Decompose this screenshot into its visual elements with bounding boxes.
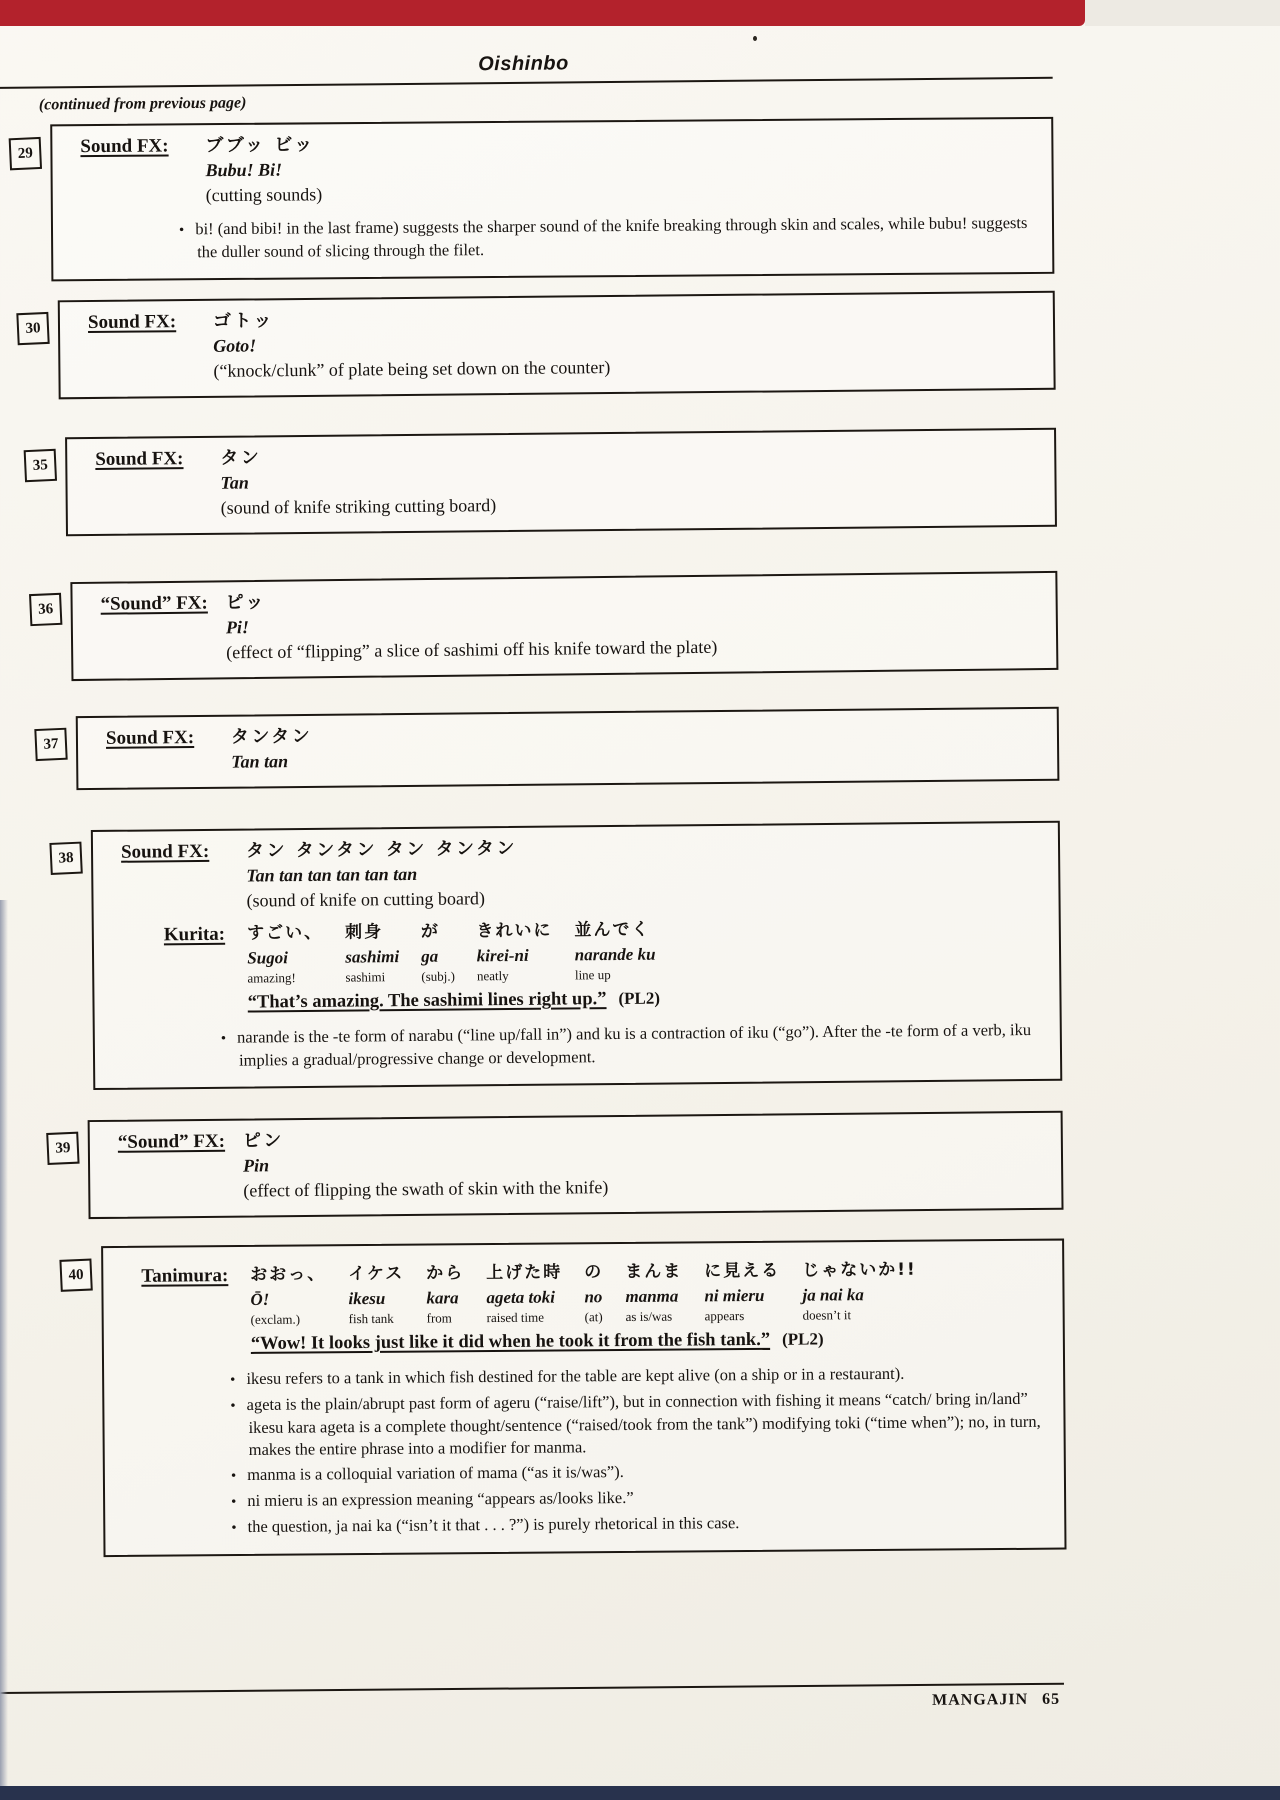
page-content bbox=[0, 20, 1280, 1559]
word-romaji: kara bbox=[426, 1288, 459, 1308]
word-gloss: doesn’t it bbox=[802, 1307, 852, 1323]
fx-japanese: ゴトッ bbox=[212, 310, 275, 332]
fx-row bbox=[121, 831, 1039, 915]
fx-content bbox=[205, 127, 1032, 208]
photo-left-edge bbox=[0, 900, 8, 1800]
panel-number-36 bbox=[29, 593, 62, 626]
fx-japanese: タンタン bbox=[230, 725, 313, 748]
note-item: • manma is a colloquial variation of mama (“as it is/was”). bbox=[231, 1458, 1044, 1487]
panel-number-29 bbox=[9, 137, 42, 170]
fx-romaji: Pin bbox=[242, 1155, 270, 1176]
entry-box bbox=[88, 1111, 1064, 1219]
word-japanese: 刺身 bbox=[344, 922, 384, 943]
fx-label: Sound FX: bbox=[80, 135, 169, 158]
panel-number-label: 37 bbox=[43, 735, 59, 753]
panel-number-label: 39 bbox=[55, 1139, 71, 1157]
word-japanese: から bbox=[426, 1263, 465, 1284]
word-romaji: no bbox=[584, 1287, 603, 1307]
panel-number-35 bbox=[24, 449, 57, 482]
red-edge-strip bbox=[0, 0, 1085, 26]
note-item: • ikesu refers to a tank in which fish destined for the table are kept alive (on a ship or in a restaurant). bbox=[230, 1362, 1043, 1391]
word-column bbox=[345, 920, 399, 986]
word-japanese: おおっ、 bbox=[250, 1264, 327, 1285]
translation-line bbox=[248, 982, 1040, 1017]
page-header bbox=[0, 22, 1053, 89]
fx-romaji: Tan tan tan tan tan tan bbox=[246, 863, 418, 886]
politeness-level: (PL2) bbox=[618, 988, 661, 1008]
word-romaji: ga bbox=[421, 946, 439, 966]
entry-35 bbox=[0, 426, 1279, 537]
panel-number-label: 38 bbox=[58, 849, 74, 867]
fx-description: (sound of knife striking cutting board) bbox=[220, 495, 497, 518]
word-japanese: まんま bbox=[625, 1261, 683, 1282]
word-romaji: manma bbox=[625, 1286, 679, 1306]
word-column bbox=[476, 919, 553, 985]
politeness-level: (PL2) bbox=[781, 1329, 824, 1349]
fx-japanese: ブブッ ビッ bbox=[205, 134, 315, 157]
entry-box bbox=[70, 571, 1058, 681]
word-japanese: イケス bbox=[348, 1263, 405, 1285]
word-japanese: の bbox=[584, 1262, 604, 1283]
continued-note: (continued from previous page) bbox=[38, 94, 247, 114]
word-romaji: Sugoi bbox=[247, 948, 289, 968]
word-romaji: ageta toki bbox=[486, 1287, 555, 1308]
word-column bbox=[250, 1262, 327, 1328]
fx-row bbox=[95, 438, 1035, 522]
notes-list bbox=[132, 1362, 1044, 1540]
word-japanese: きれいに bbox=[476, 920, 553, 942]
fx-row bbox=[88, 301, 1034, 385]
entry-30 bbox=[0, 289, 1278, 400]
interlinear-words bbox=[247, 914, 1039, 987]
fx-label: “Sound” FX: bbox=[117, 1130, 226, 1153]
word-gloss: amazing! bbox=[247, 970, 296, 986]
fx-japanese: ピッ bbox=[225, 591, 267, 614]
translation: “That’s amazing. The sashimi lines right up.” bbox=[247, 989, 607, 1013]
word-gloss: fish tank bbox=[348, 1310, 394, 1327]
fx-description: (sound of knife on cutting board) bbox=[246, 888, 486, 911]
fx-romaji: Pi! bbox=[225, 617, 250, 638]
word-romaji: narande ku bbox=[574, 944, 656, 965]
notes-list bbox=[81, 212, 1032, 264]
word-romaji: Ō! bbox=[250, 1289, 270, 1309]
word-column bbox=[348, 1262, 404, 1327]
magazine-name: MANGAJIN bbox=[932, 1691, 1029, 1709]
word-romaji: kirei-ni bbox=[476, 945, 529, 966]
word-gloss: appears bbox=[704, 1308, 745, 1324]
word-gloss: (exclam.) bbox=[250, 1311, 301, 1327]
word-column bbox=[802, 1258, 917, 1324]
word-gloss: (subj.) bbox=[421, 968, 455, 984]
word-romaji: ja nai ka bbox=[802, 1285, 864, 1305]
entry-box bbox=[76, 707, 1060, 790]
note-item: • the question, ja nai ka (“isn’t it that . . . ?”) is purely rhetorical in this case. bbox=[231, 1510, 1044, 1539]
fx-japanese: タン bbox=[220, 447, 262, 469]
speaker-content bbox=[250, 1257, 1043, 1358]
entry-box bbox=[91, 821, 1062, 1090]
fx-romaji: Tan tan bbox=[231, 751, 289, 772]
word-gloss: line up bbox=[574, 967, 611, 983]
fx-label: Sound FX: bbox=[120, 840, 210, 863]
fx-row bbox=[106, 717, 1037, 776]
fx-romaji: Tan bbox=[220, 472, 249, 493]
fx-romaji: Goto! bbox=[213, 335, 257, 356]
word-gloss: neatly bbox=[476, 968, 509, 984]
entry-box bbox=[101, 1239, 1066, 1558]
page-title: Oishinbo bbox=[478, 52, 569, 76]
translation-line bbox=[251, 1325, 1043, 1358]
fx-japanese: ピン bbox=[242, 1130, 284, 1152]
word-gloss: as is/was bbox=[625, 1308, 673, 1324]
page-footer bbox=[0, 1683, 1064, 1718]
fx-content bbox=[243, 1121, 1042, 1204]
word-column bbox=[625, 1260, 683, 1325]
fx-label: Sound FX: bbox=[95, 448, 184, 470]
word-romaji: ikesu bbox=[348, 1288, 386, 1309]
light-edge-strip bbox=[1085, 0, 1280, 26]
fx-content bbox=[246, 831, 1039, 914]
word-japanese: が bbox=[420, 921, 440, 942]
speaker-content bbox=[247, 914, 1040, 1017]
entry-box bbox=[65, 428, 1057, 537]
fx-label: “Sound” FX: bbox=[100, 592, 208, 615]
entry-29 bbox=[0, 114, 1277, 283]
speaker-label: Kurita: bbox=[163, 923, 226, 946]
speaker-label: Tanimura: bbox=[141, 1265, 229, 1287]
word-column bbox=[584, 1260, 604, 1325]
panel-number-label: 30 bbox=[25, 319, 41, 337]
word-column bbox=[421, 920, 455, 985]
panel-number-label: 40 bbox=[68, 1266, 84, 1284]
interlinear-words bbox=[250, 1257, 1043, 1328]
word-japanese: 上げた時 bbox=[486, 1262, 563, 1284]
word-gloss: from bbox=[426, 1310, 452, 1326]
fx-description: (“knock/clunk” of plate being set down on the counter) bbox=[213, 357, 611, 381]
fx-content bbox=[231, 717, 1037, 775]
fx-label: Sound FX: bbox=[105, 727, 195, 749]
entry-box bbox=[58, 291, 1056, 400]
word-column bbox=[574, 918, 655, 984]
panel-number-label: 36 bbox=[37, 600, 54, 618]
note-item: • ageta is the plain/abrupt past form of ageru (“raise/lift”), but in connection with fishing it means “catch/ bring in/land” ikesu kara ageta is a complete thought/sentence (“raised/took from the tank”) modifying toki (“time when”); no, in turn, makes the entire phrase into a modifier for manma. bbox=[230, 1388, 1044, 1461]
footer-text bbox=[932, 1691, 1064, 1709]
entry-39 bbox=[5, 1109, 1280, 1220]
fx-description: (effect of flipping the swath of skin with the knife) bbox=[243, 1177, 609, 1201]
word-gloss: (at) bbox=[584, 1309, 603, 1325]
speaker-row bbox=[122, 914, 1040, 1018]
panel-number-label: 35 bbox=[32, 456, 49, 474]
word-japanese: すごい、 bbox=[246, 922, 324, 944]
fx-content bbox=[225, 581, 1036, 665]
word-romaji: sashimi bbox=[345, 947, 400, 967]
word-japanese: じゃないか!! bbox=[802, 1259, 917, 1281]
photo-bottom-edge bbox=[0, 1786, 1280, 1800]
fx-label: Sound FX: bbox=[87, 311, 177, 334]
word-column bbox=[486, 1260, 563, 1326]
panel-number-40 bbox=[59, 1259, 92, 1292]
fx-description: (effect of “flipping” a slice of sashimi off his knife toward the plate) bbox=[226, 636, 718, 663]
note-item: • narande is the -te form of narabu (“line up/fall in”) and ku is a contraction of iku (“go”). After the -te form of a verb, iku implies a gradual/progressive change or development. bbox=[221, 1019, 1040, 1072]
fx-content bbox=[220, 438, 1035, 521]
fx-row bbox=[118, 1121, 1042, 1205]
word-gloss: sashimi bbox=[345, 969, 386, 985]
panel-number-38 bbox=[49, 842, 82, 875]
panel-number-39 bbox=[46, 1132, 79, 1165]
fx-row bbox=[100, 581, 1036, 667]
word-gloss: raised time bbox=[486, 1309, 545, 1326]
entry-38 bbox=[2, 819, 1280, 1091]
speaker-row bbox=[131, 1257, 1043, 1359]
word-romaji: ni mieru bbox=[704, 1285, 765, 1306]
word-column bbox=[247, 921, 324, 987]
panel-number-label: 29 bbox=[17, 144, 34, 162]
entry-40 bbox=[6, 1236, 1280, 1559]
entry-36 bbox=[0, 570, 1280, 681]
entry-37 bbox=[1, 705, 1280, 791]
panel-number-37 bbox=[34, 728, 67, 761]
photo-top-edge bbox=[0, 0, 1280, 26]
fx-row bbox=[80, 127, 1032, 209]
fx-content bbox=[213, 301, 1034, 384]
fx-japanese: タン タンタン タン タンタン bbox=[245, 837, 517, 862]
paper-speck bbox=[753, 36, 757, 41]
page-number: 65 bbox=[1042, 1690, 1061, 1708]
word-japanese: 並んでく bbox=[574, 919, 651, 941]
word-column bbox=[426, 1261, 465, 1326]
word-column bbox=[704, 1259, 781, 1325]
entry-box bbox=[50, 117, 1054, 282]
panel-number-30 bbox=[16, 312, 49, 345]
fx-description: (cutting sounds) bbox=[205, 184, 323, 206]
fx-romaji: Bubu! Bi! bbox=[205, 159, 283, 181]
note-item: • bi! (and bibi! in the last frame) suggests the sharper sound of the knife breaking through skin and scales, while bubu! suggests the duller sound of slicing through the filet. bbox=[179, 212, 1032, 263]
translation: “Wow! It looks just like it did when he took it from the fish tank.” bbox=[250, 1329, 771, 1354]
word-japanese: に見える bbox=[704, 1260, 781, 1282]
note-item: • ni mieru is an expression meaning “appears as/looks like.” bbox=[231, 1484, 1044, 1513]
notes-list bbox=[123, 1019, 1040, 1073]
